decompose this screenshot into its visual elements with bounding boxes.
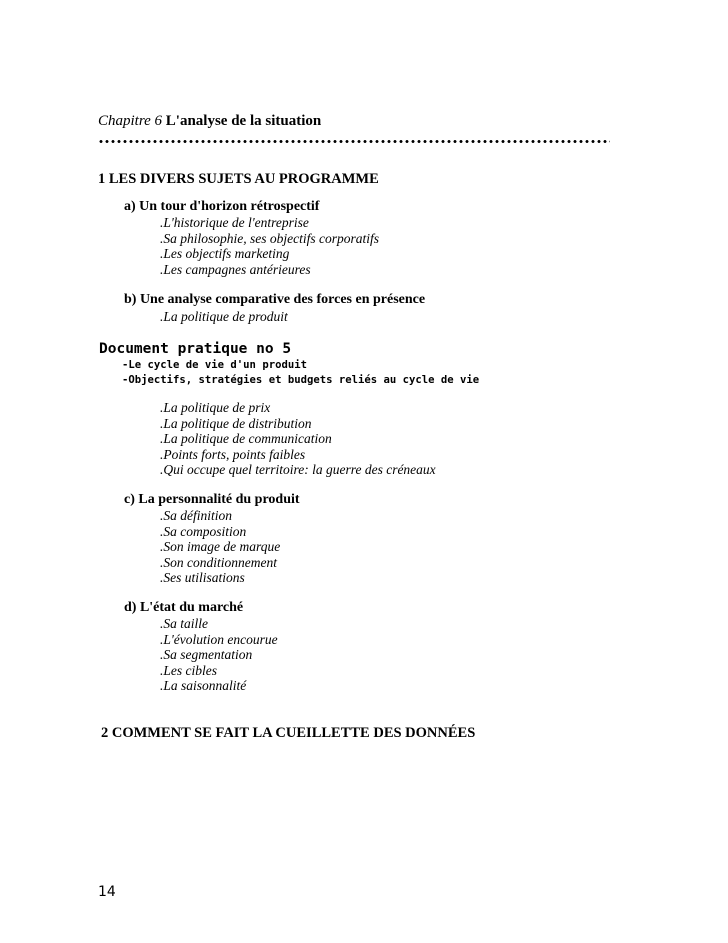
page-number: 14 bbox=[98, 884, 116, 900]
list-item: .Les objectifs marketing bbox=[160, 246, 290, 261]
list-item: .L'évolution encourue bbox=[160, 631, 278, 647]
list-item: .L'historique de l'entreprise bbox=[160, 215, 309, 230]
subsection-a-list bbox=[160, 215, 379, 277]
chapter-label: Chapitre 6 bbox=[98, 113, 163, 129]
list-item: .Son conditionnement bbox=[160, 554, 277, 570]
chapter-header bbox=[98, 113, 321, 130]
list-item: .Qui occupe quel territoire: la guerre des créneaux bbox=[160, 462, 436, 477]
list-item: -Le cycle de vie d'un produit bbox=[122, 359, 307, 371]
list-item: .La politique de communication bbox=[160, 431, 332, 446]
list-item: .La politique de produit bbox=[160, 309, 288, 324]
list-item: .La politique de prix bbox=[160, 400, 271, 415]
list-item: .Son image de marque bbox=[160, 539, 281, 554]
list-item: .Les cibles bbox=[160, 662, 217, 678]
section-1-heading: 1 LES DIVERS SUJETS AU PROGRAMME bbox=[98, 171, 379, 187]
list-item: .Les campagnes antérieures bbox=[160, 261, 311, 277]
subsection-b-title: b) Une analyse comparative des forces en présence bbox=[124, 292, 426, 307]
section-2-heading: 2 COMMENT SE FAIT LA CUEILLETTE DES DONNÉES bbox=[101, 725, 476, 741]
list-item: -Objectifs, stratégies et budgets reliés au cycle de vie bbox=[122, 374, 480, 386]
subsection-c-list bbox=[160, 508, 280, 586]
list-item: .La politique de distribution bbox=[160, 415, 312, 431]
subsection-c-title: c) La personnalité du produit bbox=[124, 492, 300, 507]
list-item: .La saisonnalité bbox=[160, 678, 247, 693]
subsection-a-title: a) Un tour d'horizon rétrospectif bbox=[124, 199, 320, 214]
subsection-b-list-after bbox=[160, 400, 436, 478]
subsection-d-title: d) L'état du marché bbox=[124, 600, 244, 615]
list-item: .Ses utilisations bbox=[160, 570, 245, 585]
list-item: .Sa segmentation bbox=[160, 647, 253, 662]
document-list bbox=[122, 358, 479, 388]
list-item: .Sa philosophie, ses objectifs corporatifs bbox=[160, 230, 379, 246]
subsection-b-list-before bbox=[160, 309, 288, 325]
document-title: Document pratique no 5 bbox=[99, 341, 292, 357]
dotted-rule bbox=[98, 139, 610, 144]
list-item: .Sa définition bbox=[160, 508, 232, 523]
chapter-title: L'analyse de la situation bbox=[165, 113, 322, 129]
list-item: .Sa taille bbox=[160, 616, 208, 631]
list-item: .Sa composition bbox=[160, 523, 247, 539]
list-item: .Points forts, points faibles bbox=[160, 446, 306, 462]
subsection-d-list bbox=[160, 616, 278, 694]
